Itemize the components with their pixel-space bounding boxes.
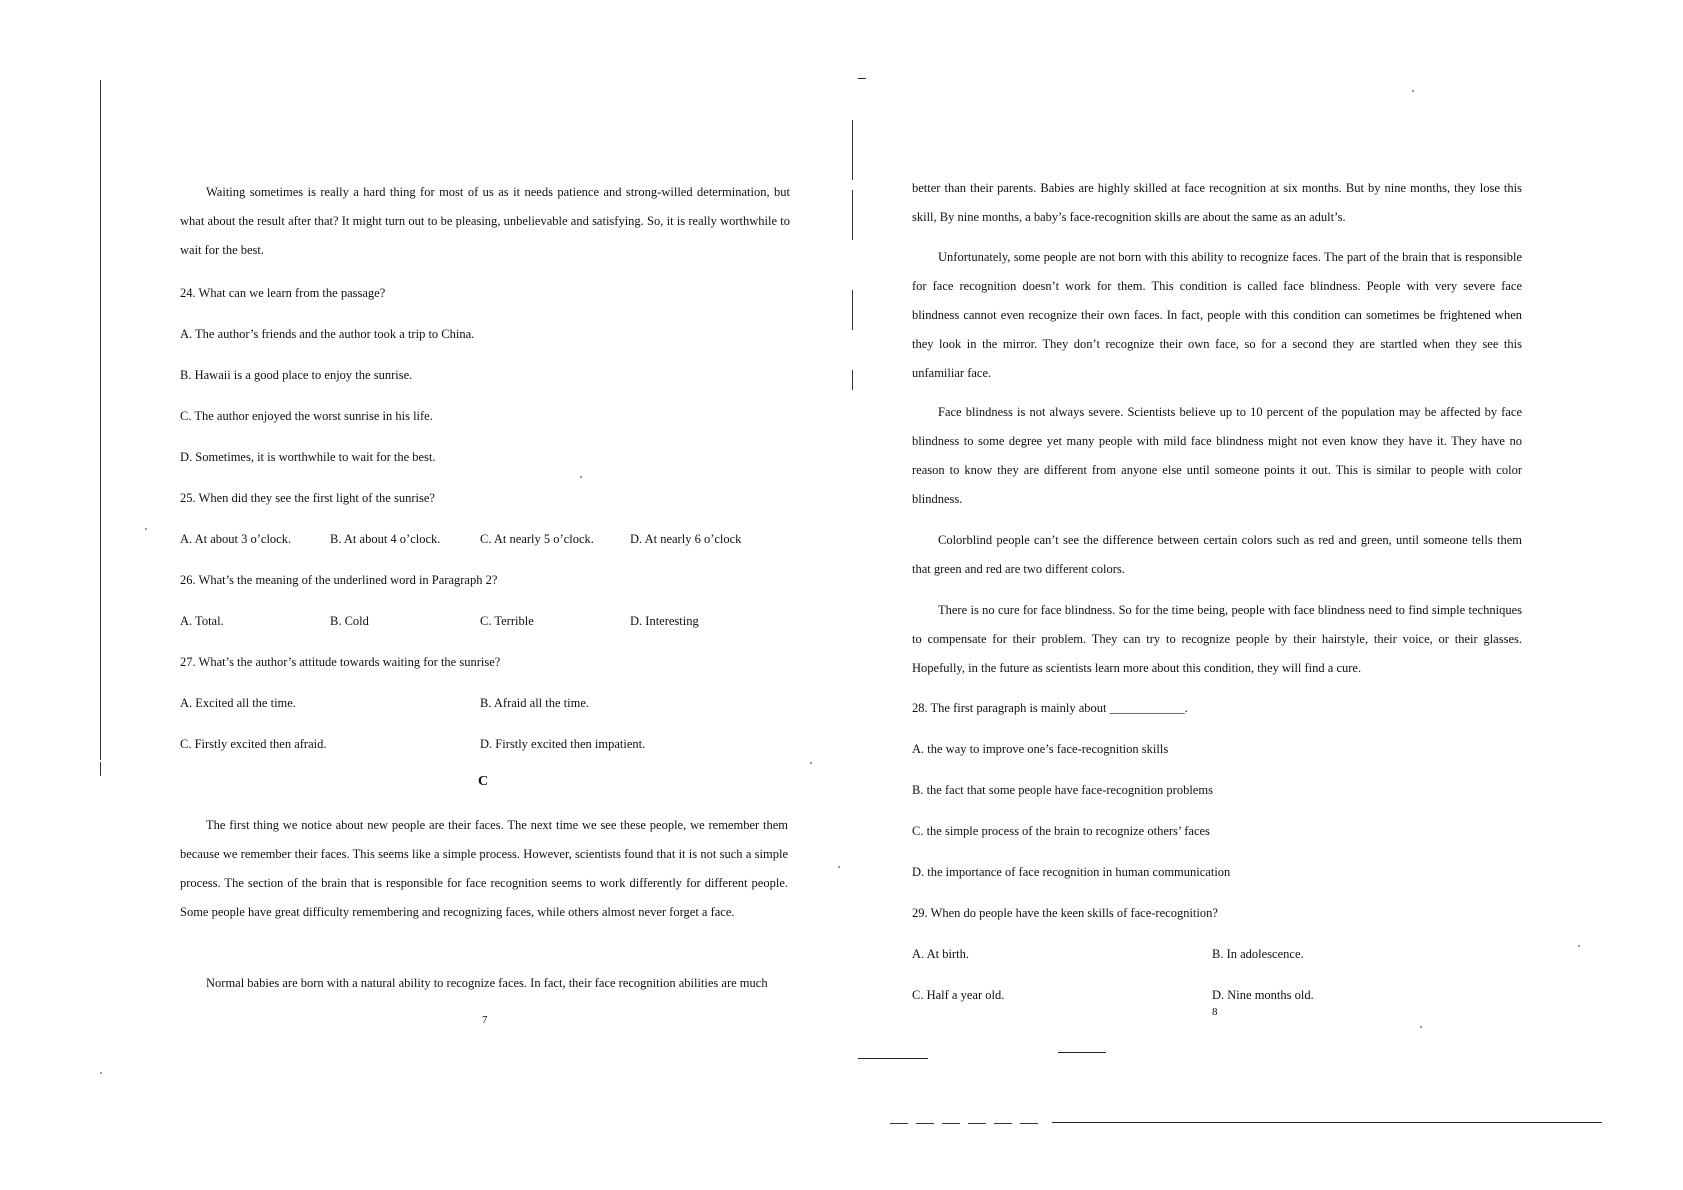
section-c-heading: C — [478, 774, 489, 789]
q25-option-a: A. At about 3 o’clock. — [180, 532, 292, 546]
q27-option-a: A. Excited all the time. — [180, 696, 296, 710]
question-24: 24. What can we learn from the passage? — [180, 286, 386, 300]
question-25: 25. When did they see the first light of the sunrise? — [180, 491, 435, 505]
scan-speck — [145, 528, 147, 530]
q27-option-d: D. Firstly excited then impatient. — [480, 737, 646, 751]
bottom-rule — [1052, 1122, 1602, 1123]
center-fold-line-4 — [852, 370, 853, 390]
q29-options-row-1 — [912, 940, 1512, 969]
center-fold-line-3 — [852, 290, 853, 330]
center-fold-line-1 — [852, 120, 853, 180]
bottom-dash-1 — [858, 1058, 928, 1059]
q27-option-c: C. Firstly excited then afraid. — [180, 737, 327, 751]
center-top-dash — [858, 78, 866, 79]
scan-speck — [580, 476, 582, 478]
question-27: 27. What’s the author’s attitude towards waiting for the sunrise? — [180, 655, 501, 669]
bottom-rule-dashes — [890, 1123, 1040, 1124]
scan-speck — [1412, 90, 1414, 92]
q26-options — [180, 607, 780, 636]
q26-option-a: A. Total. — [180, 614, 224, 628]
passage-c-paragraph-1: The first thing we notice about new people are their faces. The next time we see these people, we remember them because we remember their faces. This seems like a simple process. However, scientists found that it is not such a simple process. The section of the brain that is responsible for face recognition seems to work differently for different people. Some people have great difficulty remembering and recognizing faces, while others almost never forget a face. — [180, 818, 788, 919]
q29-option-d: D. Nine months old. — [1212, 988, 1314, 1002]
scan-speck — [810, 762, 812, 764]
center-fold-line-2 — [852, 190, 853, 240]
q26-option-d: D. Interesting — [630, 614, 699, 628]
q27-option-b: B. Afraid all the time. — [480, 696, 590, 710]
question-28: 28. The first paragraph is mainly about ____________. — [912, 701, 1188, 715]
scan-speck — [1578, 945, 1580, 947]
question-29: 29. When do people have the keen skills of face-recognition? — [912, 906, 1218, 920]
q27-options-row-1 — [180, 689, 780, 718]
q26-option-b: B. Cold — [330, 614, 369, 628]
passage-c-paragraph-2-cont: better than their parents. Babies are highly skilled at face recognition at six months. But by nine months, they lose this skill, By nine months, a baby’s face-recognition skills are about the same as an adult’s. — [912, 181, 1522, 224]
passage-c-paragraph-5: Colorblind people can’t see the difference between certain colors such as red and green, until someone tells them that green and red are two different colors. — [912, 533, 1522, 576]
q24-option-d: D. Sometimes, it is worthwhile to wait for the best. — [180, 450, 436, 464]
passage-c-paragraph-4: Face blindness is not always severe. Scientists believe up to 10 percent of the population may be affected by face blindness to some degree yet many people with mild face blindness might not even know they have it. They have no reason to know they are different from anyone else until someone points it out. This is similar to people with color blindness. — [912, 405, 1522, 506]
q27-options-row-2 — [180, 730, 780, 759]
q29-option-a: A. At birth. — [912, 947, 969, 961]
passage-c-paragraph-3: Unfortunately, some people are not born with this ability to recognize faces. The part of the brain that is responsible for face recognition doesn’t work for them. This condition is called face blindness. People with very severe face blindness cannot even recognize their own faces. In fact, people with this condition can sometimes be frightened when they look in the mirror. They don’t recognize their own face, so for a second they are startled when they see this unfamiliar face. — [912, 250, 1522, 380]
left-margin-mark — [100, 762, 101, 776]
q24-option-c: C. The author enjoyed the worst sunrise in his life. — [180, 409, 433, 423]
q28-option-b: B. the fact that some people have face-recognition problems — [912, 783, 1213, 797]
left-margin-line — [100, 80, 101, 760]
q29-option-b: B. In adolescence. — [1212, 947, 1304, 961]
q25-option-c: C. At nearly 5 o’clock. — [480, 532, 594, 546]
q29-option-c: C. Half a year old. — [912, 988, 1005, 1002]
intro-paragraph: Waiting sometimes is really a hard thing for most of us as it needs patience and strong-willed determination, but what about the result after that? It might turn out to be pleasing, unbelievable and satisfying. So, it is really worthwhile to wait for the best. — [180, 185, 790, 257]
scan-speck — [100, 1072, 102, 1074]
page-number: 8 — [1212, 1006, 1218, 1018]
passage-c-paragraph-2-start: Normal babies are born with a natural ability to recognize faces. In fact, their face recognition abilities are much — [206, 976, 768, 990]
page-number: 7 — [482, 1014, 488, 1026]
q25-options — [180, 525, 780, 554]
scan-speck — [838, 866, 840, 868]
q24-option-b: B. Hawaii is a good place to enjoy the sunrise. — [180, 368, 413, 382]
q28-option-c: C. the simple process of the brain to recognize others’ faces — [912, 824, 1210, 838]
question-26: 26. What’s the meaning of the underlined word in Paragraph 2? — [180, 573, 498, 587]
q28-option-d: D. the importance of face recognition in human communication — [912, 865, 1231, 879]
scan-speck — [1420, 1026, 1422, 1028]
q25-option-d: D. At nearly 6 o’clock — [630, 532, 742, 546]
q26-option-c: C. Terrible — [480, 614, 534, 628]
passage-c-paragraph-6: There is no cure for face blindness. So for the time being, people with face blindness need to find simple techniques to compensate for their problem. They can try to recognize people by their hairstyle, their voice, or their glasses. Hopefully, in the future as scientists learn more about this condition, they will find a cure. — [912, 603, 1522, 675]
q24-option-a: A. The author’s friends and the author took a trip to China. — [180, 327, 475, 341]
bottom-dash-2 — [1058, 1052, 1106, 1053]
q25-option-b: B. At about 4 o’clock. — [330, 532, 441, 546]
q28-option-a: A. the way to improve one’s face-recognition skills — [912, 742, 1169, 756]
